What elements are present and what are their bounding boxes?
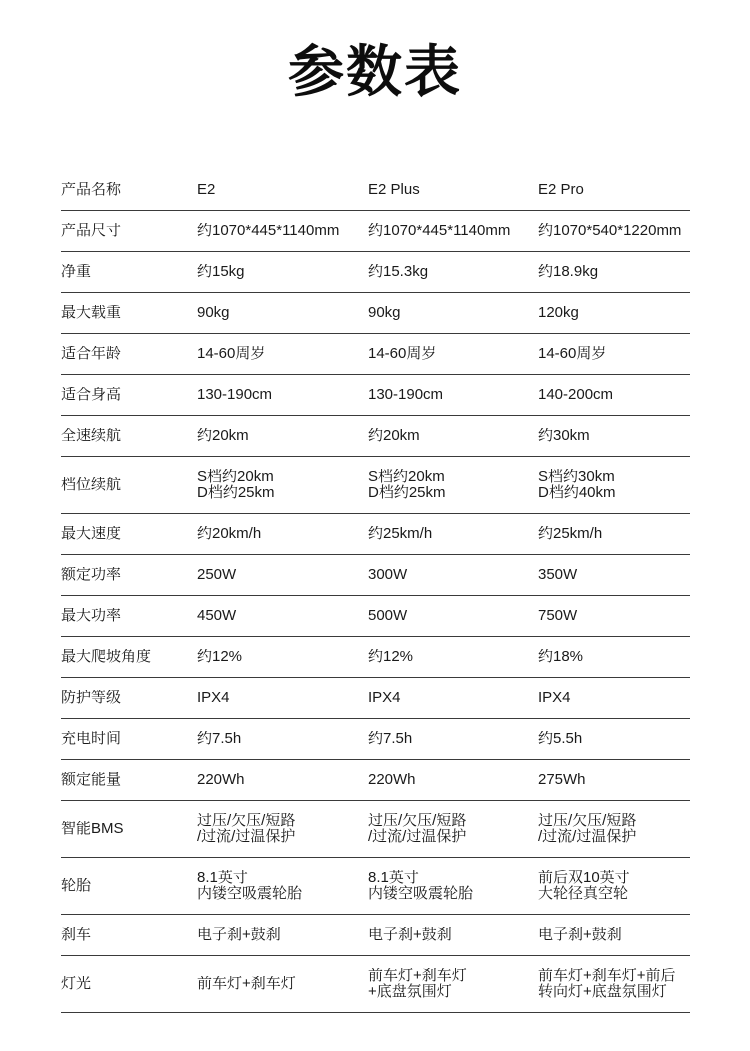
spec-row <box>61 211 690 252</box>
spec-value-e2: 电子刹+鼓刹 <box>197 927 281 943</box>
spec-value-e2: 14-60周岁 <box>197 346 266 362</box>
spec-row <box>61 334 690 375</box>
spec-value-e2: 约1070*445*1140mm <box>197 223 340 239</box>
spec-label: 最大爬坡角度 <box>61 649 152 665</box>
spec-value-e2-pro: 120kg <box>538 305 579 321</box>
spec-value-e2: E2 <box>197 182 216 198</box>
spec-row <box>61 514 690 555</box>
spec-value-e2-plus: 过压/欠压/短路 /过流/过温保护 <box>368 813 467 845</box>
spec-value-e2: 约20km <box>197 428 249 444</box>
spec-value-e2-plus: 电子刹+鼓刹 <box>368 927 452 943</box>
spec-value-e2-plus: 约1070*445*1140mm <box>368 223 511 239</box>
spec-table <box>61 170 690 1013</box>
spec-value-e2-plus: E2 Plus <box>368 182 420 198</box>
spec-value-e2: 250W <box>197 567 237 583</box>
spec-row <box>61 170 690 211</box>
spec-row <box>61 801 690 858</box>
spec-label: 刹车 <box>61 927 92 943</box>
spec-value-e2: 450W <box>197 608 237 624</box>
spec-row <box>61 956 690 1013</box>
spec-label: 防护等级 <box>61 690 122 706</box>
spec-label: 灯光 <box>61 976 92 992</box>
spec-label: 最大速度 <box>61 526 122 542</box>
spec-row <box>61 719 690 760</box>
spec-row <box>61 416 690 457</box>
spec-value-e2-pro: 约5.5h <box>538 731 583 747</box>
spec-row <box>61 637 690 678</box>
spec-label: 适合年龄 <box>61 346 122 362</box>
spec-value-e2-plus: 前车灯+刹车灯 +底盘氛围灯 <box>368 968 467 1000</box>
spec-value-e2-plus: 220Wh <box>368 772 416 788</box>
spec-value-e2-plus: 300W <box>368 567 408 583</box>
spec-value-e2-plus: 14-60周岁 <box>368 346 437 362</box>
spec-row <box>61 293 690 334</box>
spec-value-e2: 约7.5h <box>197 731 242 747</box>
spec-value-e2-plus: 8.1英寸 内镂空吸震轮胎 <box>368 870 474 902</box>
spec-value-e2: 220Wh <box>197 772 245 788</box>
page-title: 参数表 <box>288 40 462 103</box>
spec-value-e2-pro: 约1070*540*1220mm <box>538 223 682 239</box>
spec-value-e2-pro: 前车灯+刹车灯+前后 转向灯+底盘氛围灯 <box>538 968 676 1000</box>
spec-value-e2-pro: 14-60周岁 <box>538 346 607 362</box>
spec-row <box>61 457 690 514</box>
spec-value-e2: 过压/欠压/短路 /过流/过温保护 <box>197 813 296 845</box>
spec-label: 最大功率 <box>61 608 122 624</box>
spec-label: 额定能量 <box>61 772 122 788</box>
spec-value-e2-pro: 275Wh <box>538 772 586 788</box>
spec-value-e2-plus: 约12% <box>368 649 414 665</box>
spec-value-e2-pro: 约30km <box>538 428 590 444</box>
spec-row <box>61 760 690 801</box>
spec-label: 全速续航 <box>61 428 122 444</box>
spec-value-e2-pro: 350W <box>538 567 578 583</box>
spec-row <box>61 375 690 416</box>
spec-value-e2: IPX4 <box>197 690 230 706</box>
spec-row <box>61 915 690 956</box>
spec-label: 产品名称 <box>61 182 122 198</box>
spec-value-e2-pro: S档约30km D档约40km <box>538 469 616 501</box>
spec-row <box>61 555 690 596</box>
spec-value-e2: 约15kg <box>197 264 245 280</box>
spec-label: 净重 <box>61 264 92 280</box>
spec-value-e2-plus: 约20km <box>368 428 420 444</box>
spec-value-e2: S档约20km D档约25km <box>197 469 275 501</box>
spec-value-e2: 前车灯+刹车灯 <box>197 976 296 992</box>
spec-value-e2-pro: 约18.9kg <box>538 264 599 280</box>
spec-row <box>61 596 690 637</box>
spec-value-e2-pro: IPX4 <box>538 690 571 706</box>
spec-value-e2-pro: 140-200cm <box>538 387 614 403</box>
spec-label: 额定功率 <box>61 567 122 583</box>
spec-label: 产品尺寸 <box>61 223 122 239</box>
spec-value-e2: 90kg <box>197 305 230 321</box>
spec-row <box>61 252 690 293</box>
spec-label: 档位续航 <box>61 477 122 493</box>
spec-value-e2-pro: 前后双10英寸 大轮径真空轮 <box>538 870 630 902</box>
spec-value-e2-pro: 750W <box>538 608 578 624</box>
spec-value-e2-plus: 500W <box>368 608 408 624</box>
spec-value-e2-plus: S档约20km D档约25km <box>368 469 446 501</box>
spec-value-e2-plus: 约15.3kg <box>368 264 429 280</box>
spec-value-e2-pro: 过压/欠压/短路 /过流/过温保护 <box>538 813 637 845</box>
spec-value-e2-plus: 约7.5h <box>368 731 413 747</box>
spec-label: 适合身高 <box>61 387 122 403</box>
spec-value-e2-pro: 约25km/h <box>538 526 603 542</box>
spec-value-e2-plus: 90kg <box>368 305 401 321</box>
spec-label: 充电时间 <box>61 731 122 747</box>
spec-value-e2-pro: 约18% <box>538 649 584 665</box>
spec-value-e2: 约20km/h <box>197 526 262 542</box>
spec-label: 轮胎 <box>61 878 92 894</box>
spec-value-e2-plus: IPX4 <box>368 690 401 706</box>
spec-value-e2-pro: 电子刹+鼓刹 <box>538 927 622 943</box>
spec-row <box>61 858 690 915</box>
spec-row <box>61 678 690 719</box>
spec-value-e2: 8.1英寸 内镂空吸震轮胎 <box>197 870 303 902</box>
spec-label: 最大载重 <box>61 305 122 321</box>
spec-value-e2: 130-190cm <box>197 387 273 403</box>
spec-label: 智能BMS <box>61 821 124 837</box>
spec-value-e2-plus: 130-190cm <box>368 387 444 403</box>
spec-value-e2: 约12% <box>197 649 243 665</box>
spec-value-e2-pro: E2 Pro <box>538 182 584 198</box>
spec-value-e2-plus: 约25km/h <box>368 526 433 542</box>
